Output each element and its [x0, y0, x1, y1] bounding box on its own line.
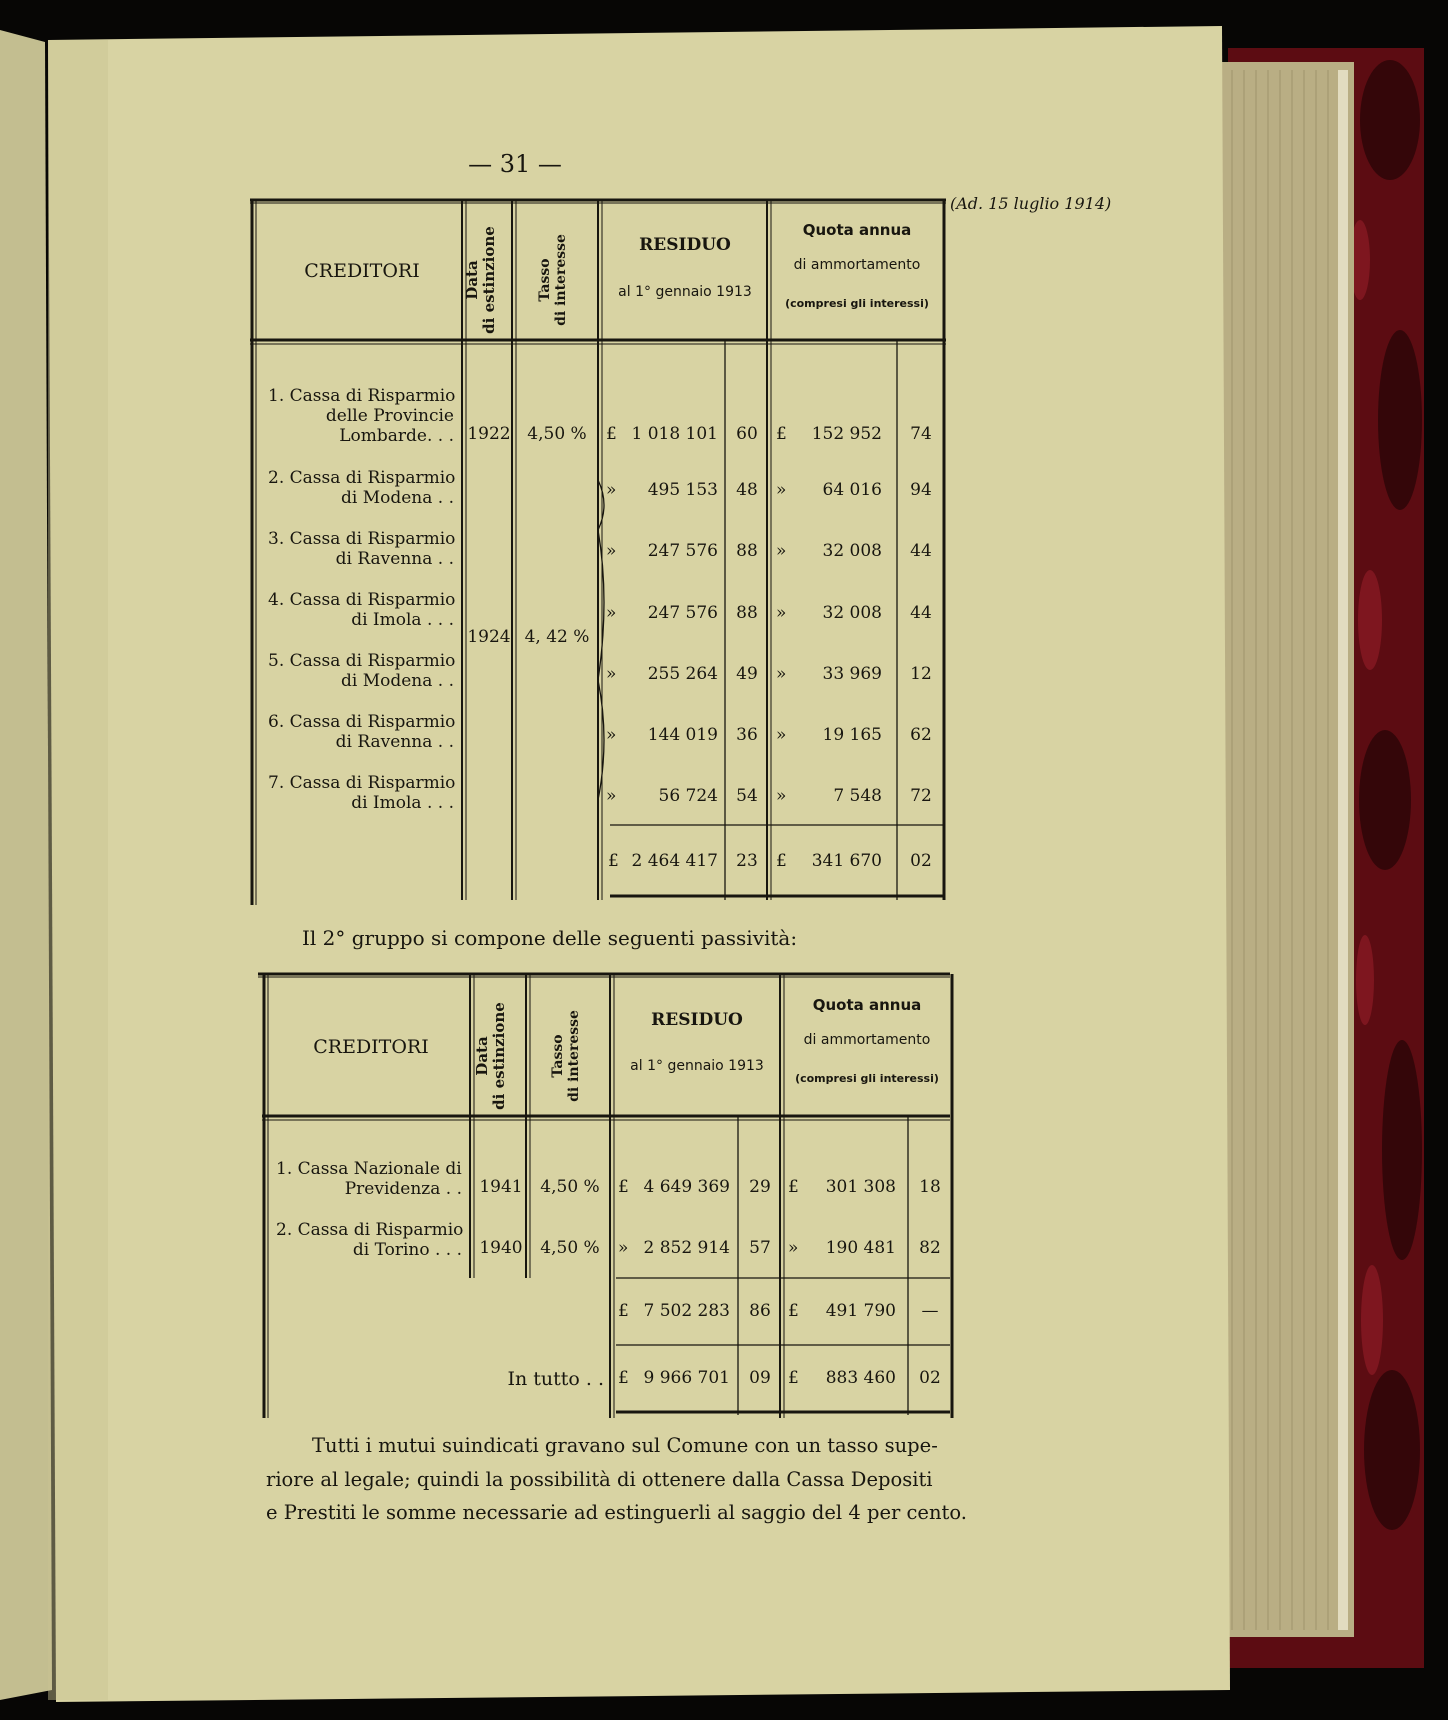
ditto-mark: »	[618, 1238, 629, 1258]
pound-symbol: £	[608, 851, 619, 871]
residuo-lire: 56 724	[658, 786, 718, 806]
ditto-mark: »	[776, 664, 787, 684]
grand-quota-lire: 883 460	[825, 1368, 896, 1388]
quota-lire: 64 016	[822, 480, 882, 500]
pound-symbol: £	[776, 424, 787, 444]
residuo-cent: 48	[736, 480, 758, 500]
residuo-lire: 144 019	[647, 725, 718, 745]
table1-header-residuo: RESIDUO	[639, 235, 731, 255]
creditor-name-2: di Imola . . .	[351, 610, 454, 630]
grand-residuo-lire: 9 966 701	[643, 1368, 730, 1388]
creditor-name: 3. Cassa di Risparmio	[268, 529, 456, 549]
table1-header-data-l1: Data	[463, 260, 481, 300]
subtotal-residuo-cent: 86	[749, 1301, 771, 1321]
table2-header-residuo: RESIDUO	[651, 1010, 743, 1030]
data-estinzione: 1941	[479, 1177, 523, 1197]
table2-header-quota: Quota annua	[812, 996, 922, 1014]
total-quota-lire: 341 670	[811, 851, 882, 871]
ditto-mark: »	[776, 603, 787, 623]
pound-symbol: £	[776, 851, 787, 871]
quota-cent: 44	[910, 541, 932, 561]
subtotal-residuo-lire: 7 502 283	[643, 1301, 730, 1321]
grand-quota-cent: 02	[919, 1368, 941, 1388]
quota-cent: 62	[910, 725, 932, 745]
group-tasso: 4, 42 %	[524, 627, 590, 647]
table2-header-quota-2: di ammortamento	[803, 1032, 931, 1048]
data-estinzione: 1922	[467, 424, 511, 444]
ditto-mark: »	[606, 541, 617, 561]
creditor-name-2: delle Provincie	[325, 406, 454, 426]
creditor-name: 2. Cassa di Risparmio	[276, 1220, 464, 1240]
creditor-name-3: Lombarde. . .	[339, 426, 454, 446]
ditto-mark: »	[606, 664, 617, 684]
paragraph-line: riore al legale; quindi la possibilità di ottenere dalla Cassa Depositi	[266, 1468, 933, 1491]
residuo-cent: 29	[749, 1177, 771, 1197]
quota-lire: 301 308	[825, 1177, 896, 1197]
quota-cent: 44	[910, 603, 932, 623]
creditor-name-2: Previdenza . .	[344, 1179, 462, 1199]
data-estinzione: 1940	[479, 1238, 523, 1258]
quota-cent: 82	[919, 1238, 941, 1258]
grand-total-label: In tutto . .	[507, 1368, 604, 1390]
total-quota-cent: 02	[910, 851, 932, 871]
ditto-mark: »	[606, 480, 617, 500]
table1-header-quota-2: di ammortamento	[793, 257, 921, 273]
grand-residuo-cent: 09	[749, 1368, 771, 1388]
creditor-name: 6. Cassa di Risparmio	[268, 712, 456, 732]
creditor-name-2: di Modena . .	[340, 671, 454, 691]
table2-header-data	[474, 996, 514, 1116]
tasso: 4,50 %	[527, 424, 587, 444]
residuo-cent: 60	[736, 424, 758, 444]
total-residuo-cent: 23	[736, 851, 758, 871]
paragraph-line: e Prestiti le somme necessarie ad estinguerli al saggio del 4 per cento.	[266, 1501, 967, 1524]
residuo-cent: 54	[736, 786, 758, 806]
residuo-lire: 247 576	[647, 541, 718, 561]
ditto-mark: »	[606, 786, 617, 806]
residuo-cent: 88	[736, 603, 758, 623]
residuo-lire: 1 018 101	[631, 424, 718, 444]
ditto-mark: »	[788, 1238, 799, 1258]
pound-symbol: £	[618, 1301, 629, 1321]
pound-symbol: £	[788, 1368, 799, 1388]
side-note: (Ad. 15 luglio 1914)	[950, 194, 1112, 213]
creditor-name: 7. Cassa di Risparmio	[268, 773, 456, 793]
table2-header-residuo-date: al 1° gennaio 1913	[630, 1058, 764, 1074]
creditor-name-2: di Imola . . .	[351, 793, 454, 813]
table2-header-data-l2: di estinzione	[490, 1002, 509, 1110]
subtotal-quota-lire: 491 790	[825, 1301, 896, 1321]
table2-header-tasso	[550, 996, 590, 1116]
pound-symbol: £	[618, 1368, 629, 1388]
table1-header-tasso-l1: Tasso	[537, 258, 553, 302]
paragraph-line: Tutti i mutui suindicati gravano sul Comune con un tasso supe-	[312, 1434, 938, 1457]
ditto-mark: »	[776, 725, 787, 745]
quota-cent: 74	[910, 424, 932, 444]
creditor-name: 1. Cassa di Risparmio	[268, 386, 456, 406]
table1-header-tasso-l2: di interesse	[553, 234, 570, 326]
residuo-lire: 495 153	[647, 480, 718, 500]
quota-lire: 32 008	[822, 541, 882, 561]
table1-header-creditori: CREDITORI	[304, 260, 420, 282]
residuo-cent: 36	[736, 725, 758, 745]
table2-header-quota-3: (compresi gli interessi)	[795, 1072, 939, 1085]
ditto-mark: »	[776, 541, 787, 561]
creditor-name-2: di Torino . . .	[352, 1240, 462, 1260]
table1-header-quota-3: (compresi gli interessi)	[785, 297, 929, 310]
page-number: — 31 —	[468, 150, 562, 178]
pound-symbol: £	[606, 424, 617, 444]
pound-symbol: £	[618, 1177, 629, 1197]
creditor-name: 4. Cassa di Risparmio	[268, 590, 456, 610]
table1-header-data-l2: di estinzione	[480, 226, 499, 334]
quota-cent: 18	[919, 1177, 941, 1197]
pound-symbol: £	[788, 1301, 799, 1321]
ditto-mark: »	[606, 725, 617, 745]
interlude-text: Il 2° gruppo si compone delle seguenti passività:	[302, 926, 798, 950]
residuo-lire: 2 852 914	[643, 1238, 730, 1258]
pound-symbol: £	[788, 1177, 799, 1197]
quota-lire: 7 548	[833, 786, 882, 806]
residuo-lire: 4 649 369	[643, 1177, 730, 1197]
total-residuo-lire: 2 464 417	[631, 851, 718, 871]
residuo-lire: 247 576	[647, 603, 718, 623]
table1-header-quota: Quota annua	[802, 221, 912, 239]
tasso: 4,50 %	[540, 1177, 600, 1197]
group-data-estinzione: 1924	[467, 627, 511, 647]
quota-cent: 12	[910, 664, 932, 684]
quota-lire: 152 952	[811, 424, 882, 444]
quota-lire: 19 165	[822, 725, 882, 745]
residuo-cent: 88	[736, 541, 758, 561]
table2-header-creditori: CREDITORI	[313, 1036, 429, 1058]
subtotal-quota-cent: —	[921, 1301, 939, 1321]
creditor-name-2: di Modena . .	[340, 488, 454, 508]
creditor-name-2: di Ravenna . .	[335, 549, 454, 569]
residuo-cent: 49	[736, 664, 758, 684]
ditto-mark: »	[606, 603, 617, 623]
table2-header-tasso-l2: di interesse	[566, 1010, 583, 1102]
ditto-mark: »	[776, 480, 787, 500]
table1-header-residuo-date: al 1° gennaio 1913	[618, 284, 752, 300]
residuo-lire: 255 264	[647, 664, 718, 684]
quota-lire: 33 969	[822, 664, 882, 684]
quota-cent: 72	[910, 786, 932, 806]
table2-header-tasso-l1: Tasso	[550, 1034, 566, 1078]
table2-header-data-l1: Data	[473, 1036, 491, 1076]
creditor-name-2: di Ravenna . .	[335, 732, 454, 752]
tasso: 4,50 %	[540, 1238, 600, 1258]
residuo-cent: 57	[749, 1238, 771, 1258]
creditor-name: 5. Cassa di Risparmio	[268, 651, 456, 671]
quota-lire: 190 481	[825, 1238, 896, 1258]
creditor-name: 2. Cassa di Risparmio	[268, 468, 456, 488]
creditor-name: 1. Cassa Nazionale di	[276, 1159, 462, 1179]
quota-cent: 94	[910, 480, 932, 500]
quota-lire: 32 008	[822, 603, 882, 623]
ditto-mark: »	[776, 786, 787, 806]
